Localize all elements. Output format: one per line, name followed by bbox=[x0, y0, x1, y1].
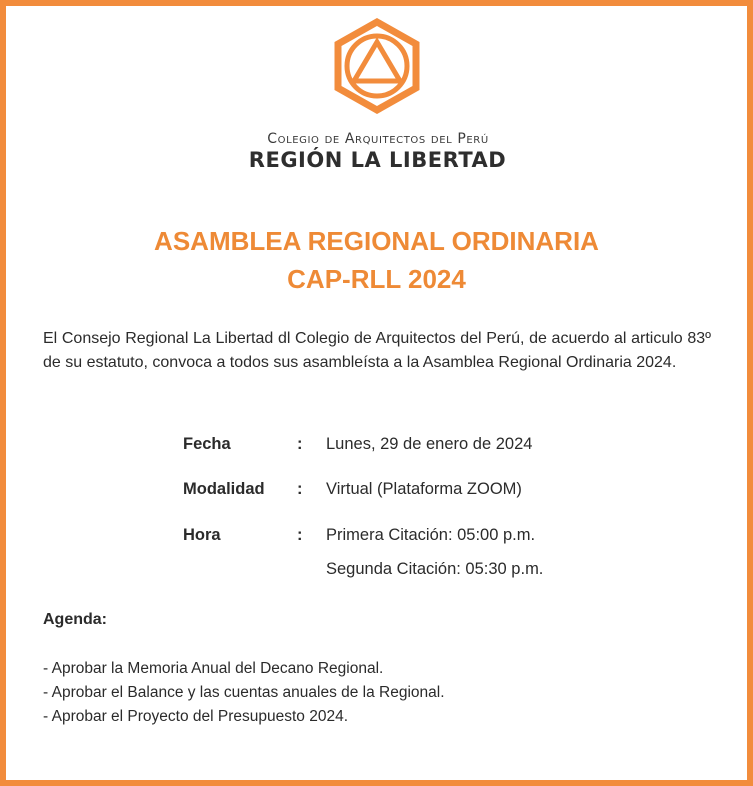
hora-colon: : bbox=[297, 526, 303, 544]
agenda-item: - Aprobar el Balance y las cuentas anuales de la Regional. bbox=[43, 684, 445, 701]
fecha-value: Lunes, 29 de enero de 2024 bbox=[326, 435, 533, 453]
page-title-line1: ASAMBLEA REGIONAL ORDINARIA bbox=[154, 226, 599, 256]
fecha-label: Fecha bbox=[183, 435, 231, 453]
hora-value-first: Primera Citación: 05:00 p.m. bbox=[326, 526, 536, 544]
modalidad-colon: : bbox=[297, 480, 303, 498]
intro-paragraph: El Consejo Regional La Libertad dl Colegio de Arquitectos del Perú, de acuerdo al articulo 83º de su estatuto, convoca a todos sus asambleísta a la Asamblea Regional Ordinaria 2024. bbox=[43, 330, 711, 371]
fecha-colon: : bbox=[297, 435, 303, 453]
hora-value-second: Segunda Citación: 05:30 p.m. bbox=[326, 560, 544, 578]
hexagon-triangle-logo-icon bbox=[330, 18, 424, 114]
hora-label: Hora bbox=[183, 526, 221, 544]
modalidad-value: Virtual (Plataforma ZOOM) bbox=[326, 480, 522, 498]
org-name-line1: Colegio de Arquitectos del Perú bbox=[267, 131, 489, 147]
agenda-item: - Aprobar el Proyecto del Presupuesto 2024. bbox=[43, 708, 349, 725]
agenda-title: Agenda: bbox=[43, 611, 107, 628]
org-name-line2: REGIÓN LA LIBERTAD bbox=[248, 148, 507, 172]
agenda-item: - Aprobar la Memoria Anual del Decano Regional. bbox=[43, 660, 384, 677]
page-title-line2: CAP-RLL 2024 bbox=[287, 264, 466, 294]
modalidad-label: Modalidad bbox=[183, 480, 265, 498]
